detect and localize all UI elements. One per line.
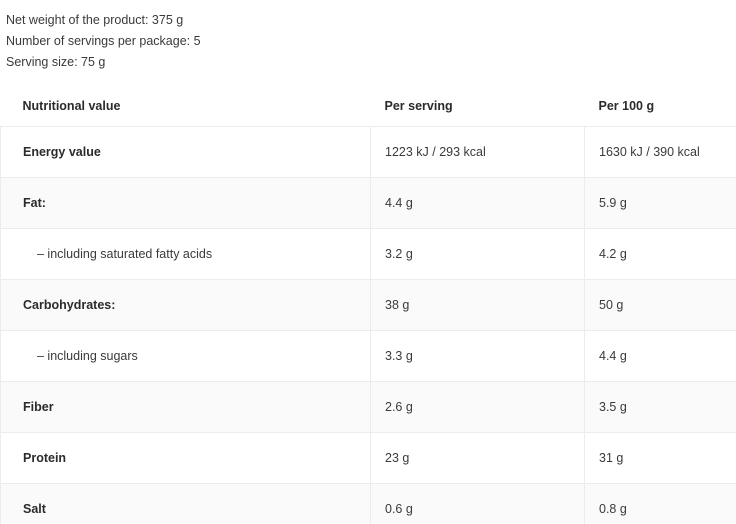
row-per-serving-value: 1223 kJ / 293 kcal xyxy=(371,127,585,178)
table-body xyxy=(1,127,736,524)
row-per-serving-value: 3.2 g xyxy=(371,229,585,280)
table-row xyxy=(1,229,736,280)
nutrition-table xyxy=(0,86,736,524)
table-row xyxy=(1,484,736,524)
servings-per-package-line: Number of servings per package: 5 xyxy=(6,34,201,48)
row-per-100g-value: 31 g xyxy=(585,433,736,484)
table-header xyxy=(1,86,736,127)
row-label: Energy value xyxy=(1,127,371,178)
table-row xyxy=(1,127,736,178)
row-per-100g-value: 4.4 g xyxy=(585,331,736,382)
row-label: Fiber xyxy=(1,382,371,433)
row-per-serving-value: 2.6 g xyxy=(371,382,585,433)
row-per-serving-value: 23 g xyxy=(371,433,585,484)
product-meta xyxy=(0,0,736,73)
table-row xyxy=(1,280,736,331)
table-row xyxy=(1,382,736,433)
column-header-per-100g: Per 100 g xyxy=(598,99,655,113)
row-per-serving-value: 0.6 g xyxy=(371,484,585,524)
row-label: Salt xyxy=(1,484,371,524)
column-header-per-serving: Per serving xyxy=(384,99,453,113)
row-per-100g-value: 0.8 g xyxy=(585,484,736,524)
row-per-100g-value: 50 g xyxy=(585,280,736,331)
table-row xyxy=(1,178,736,229)
net-weight-line: Net weight of the product: 375 g xyxy=(6,13,184,27)
row-label: – including sugars xyxy=(1,331,371,382)
row-per-serving-value: 4.4 g xyxy=(371,178,585,229)
column-header-nutritional-value: Nutritional value xyxy=(22,99,121,113)
row-per-100g-value: 5.9 g xyxy=(585,178,736,229)
serving-size-line: Serving size: 75 g xyxy=(6,55,106,69)
row-per-100g-value: 1630 kJ / 390 kcal xyxy=(585,127,736,178)
row-label: Fat: xyxy=(1,178,371,229)
row-per-100g-value: 3.5 g xyxy=(585,382,736,433)
row-per-serving-value: 38 g xyxy=(371,280,585,331)
table-header-row xyxy=(1,86,736,127)
row-label: Carbohydrates: xyxy=(1,280,371,331)
table-row xyxy=(1,433,736,484)
table-row xyxy=(1,331,736,382)
row-label: Protein xyxy=(1,433,371,484)
row-per-100g-value: 4.2 g xyxy=(585,229,736,280)
row-per-serving-value: 3.3 g xyxy=(371,331,585,382)
row-label: – including saturated fatty acids xyxy=(1,229,371,280)
